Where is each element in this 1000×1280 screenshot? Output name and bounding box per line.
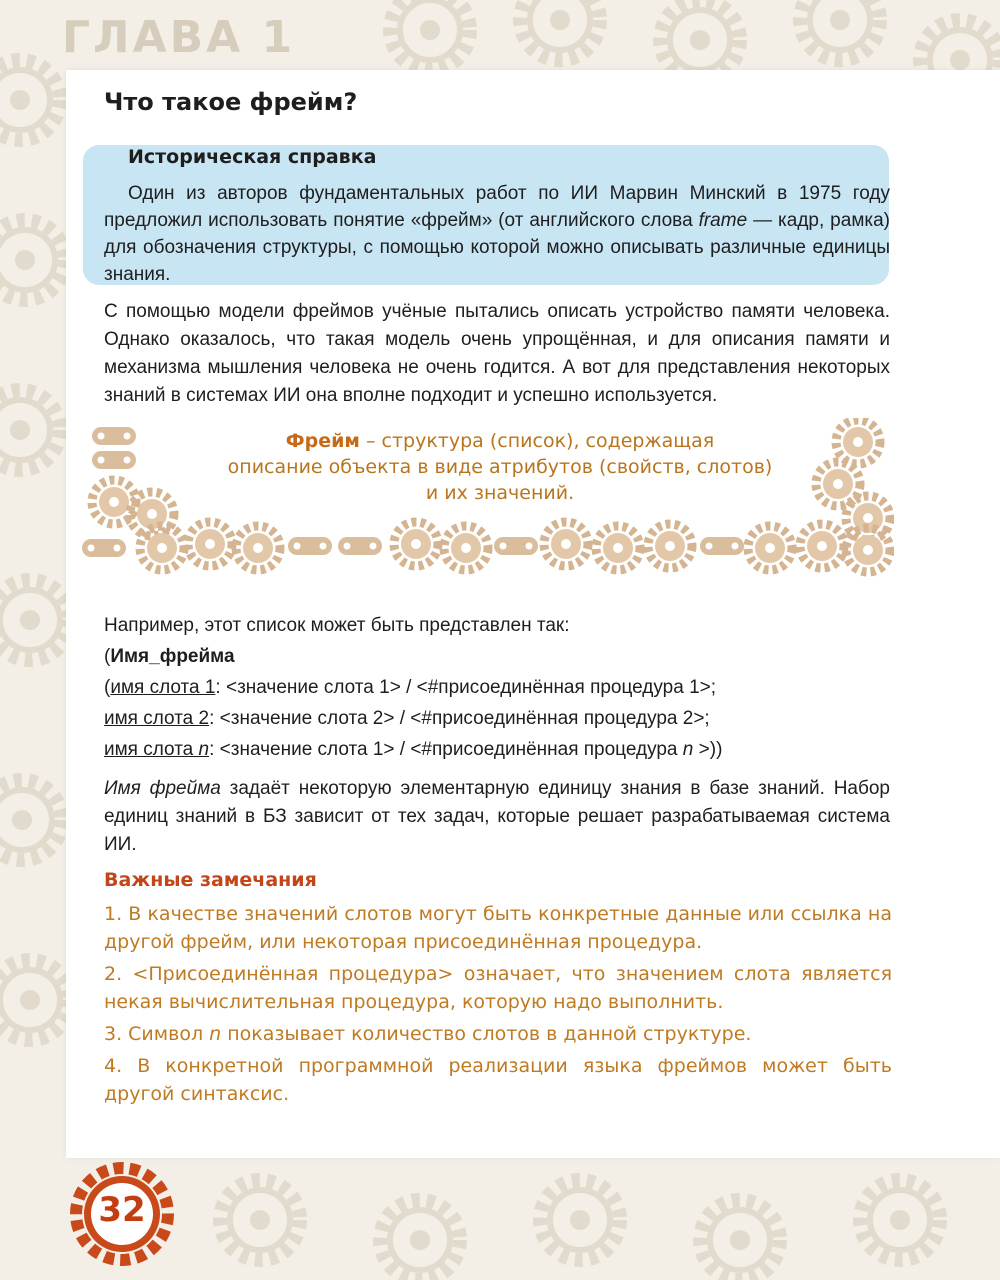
example-slot-line-2: имя слота 2: <значение слота 2> / <#присоединённая процедура 2>; — [104, 708, 710, 729]
note-item: 4. В конкретной программной реализации языка фреймов может быть другой синтаксис. — [104, 1055, 892, 1105]
note-item: 3. Символ n показывает количество слотов в данной структуре. — [104, 1023, 752, 1045]
example-frame-name: (Имя_фрейма — [104, 646, 235, 667]
notes-title: Важные замечания — [104, 869, 317, 891]
history-text: Один из авторов фундаментальных работ по ИИ Марвин Минский в 1975 году предложил использовать понятие «фрейм» (от английского слова frame — кадр, рамка) для обозначения структуры, с помощью которой можно описывать различные единицы знания. — [104, 183, 891, 285]
example-slot-line-n: имя слота n: <значение слота 1> / <#присоединённая процедура n >)) — [104, 739, 723, 760]
frame-definition: Фрейм – структура (список), содержащая описание объекта в виде атрибутов (свойств, слотов) и их значений. — [227, 430, 773, 504]
page-number: 32 — [98, 1190, 146, 1230]
chapter-heading: ГЛАВА 1 — [62, 12, 296, 63]
frame-example — [104, 610, 722, 765]
note-item: 1. В качестве значений слотов могут быть конкретные данные или ссылка на другой фрейм, или некоторая присоединённая процедура. — [104, 903, 892, 953]
note-item: 2. <Присоединённая процедура> означает, что значением слота является некая вычислительная процедура, которую надо выполнить. — [104, 963, 892, 1013]
section-title: Что такое фрейм? — [104, 88, 358, 116]
paragraph-memory-model: С помощью модели фреймов учёные пытались описать устройство памяти человека. Однако оказалось, что такая модель очень упрощённая, и для описания памяти и механизма мышления человека не очень годится. А вот для представления некоторых знаний в системах ИИ она вполне подходит и успешно используется. — [104, 301, 890, 406]
definition-term: Фрейм — [285, 430, 360, 452]
example-slot-line-1: (имя слота 1: <значение слота 1> / <#присоединённая процедура 1>; — [104, 677, 717, 698]
history-title: Историческая справка — [128, 146, 377, 168]
paragraph-frame-name: Имя фрейма задаёт некоторую элементарную единицу знания в базе знаний. Набор единиц знаний в БЗ зависит от тех задач, которые решает разрабатываемая система ИИ. — [104, 778, 891, 855]
notes-list — [104, 900, 892, 1112]
history-italic-word: frame — [698, 210, 748, 231]
example-intro: Например, этот список может быть представлен так: — [104, 615, 570, 636]
